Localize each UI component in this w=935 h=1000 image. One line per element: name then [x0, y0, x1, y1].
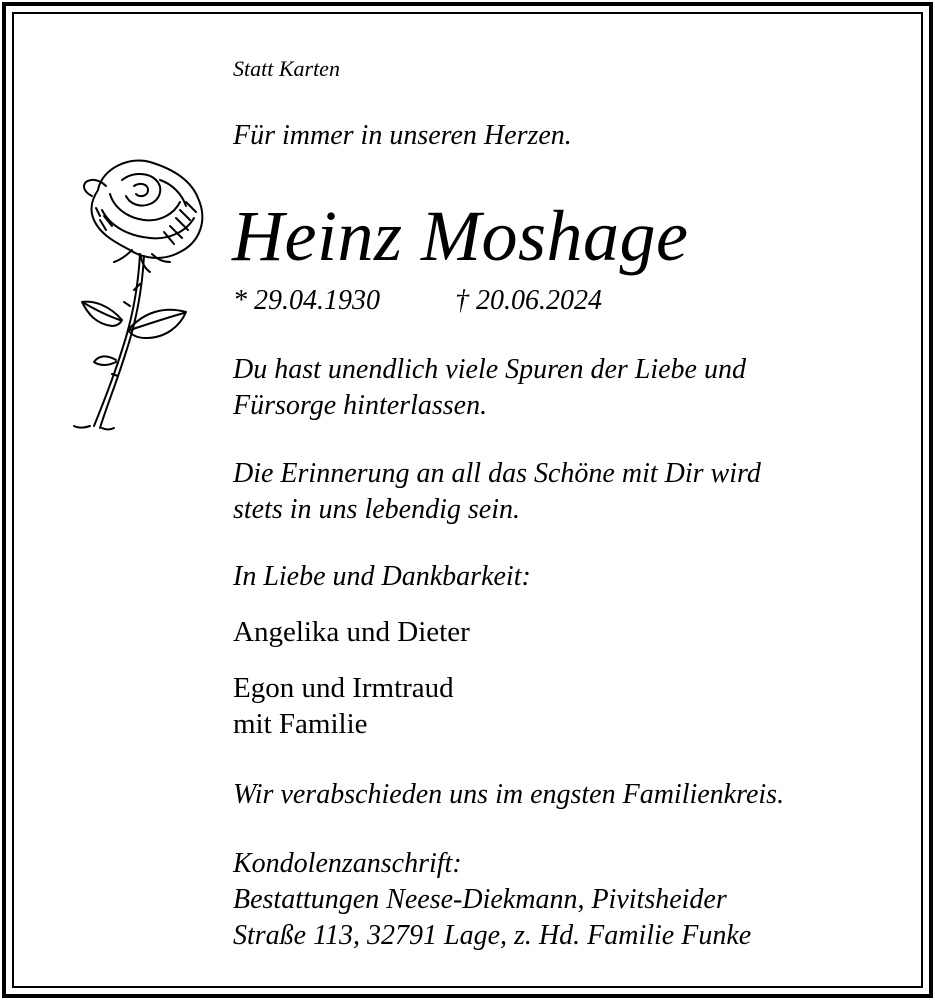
- birth-date: * 29.04.1930: [233, 285, 380, 316]
- condolence-line: Bestattungen Neese-Diekmann, Pivitsheider: [233, 884, 727, 915]
- mourner-line: mit Familie: [233, 708, 368, 740]
- farewell-notice: Wir verabschieden uns im engsten Familienkreis.: [233, 779, 785, 810]
- mourners-group-2: [233, 670, 454, 742]
- mourners-group-1: [233, 614, 470, 650]
- mourner-line: Egon und Irmtraud: [233, 672, 454, 704]
- mourner-line: Angelika und Dieter: [233, 616, 470, 648]
- paragraph-2-line: stets in uns lebendig sein.: [233, 494, 520, 525]
- death-date: † 20.06.2024: [455, 285, 602, 316]
- condolence-line: Straße 113, 32791 Lage, z. Hd. Familie Funke: [233, 920, 752, 951]
- paragraph-1: [233, 352, 746, 424]
- rose-icon: [40, 150, 220, 435]
- condolence-line: Kondolenzanschrift:: [233, 848, 462, 879]
- header-note: Statt Karten: [233, 56, 340, 81]
- condolence-address: [233, 846, 751, 954]
- paragraph-2-line: Die Erinnerung an all das Schöne mit Dir wird: [233, 458, 761, 489]
- paragraph-1-line: Du hast unendlich viele Spuren der Liebe und: [233, 354, 746, 385]
- deceased-name: Heinz Moshage: [232, 196, 689, 276]
- paragraph-1-line: Fürsorge hinterlassen.: [233, 390, 488, 421]
- paragraph-2: [233, 456, 761, 528]
- motto: Für immer in unseren Herzen.: [233, 120, 572, 151]
- life-dates: [233, 285, 602, 316]
- dedication: In Liebe und Dankbarkeit:: [233, 561, 531, 592]
